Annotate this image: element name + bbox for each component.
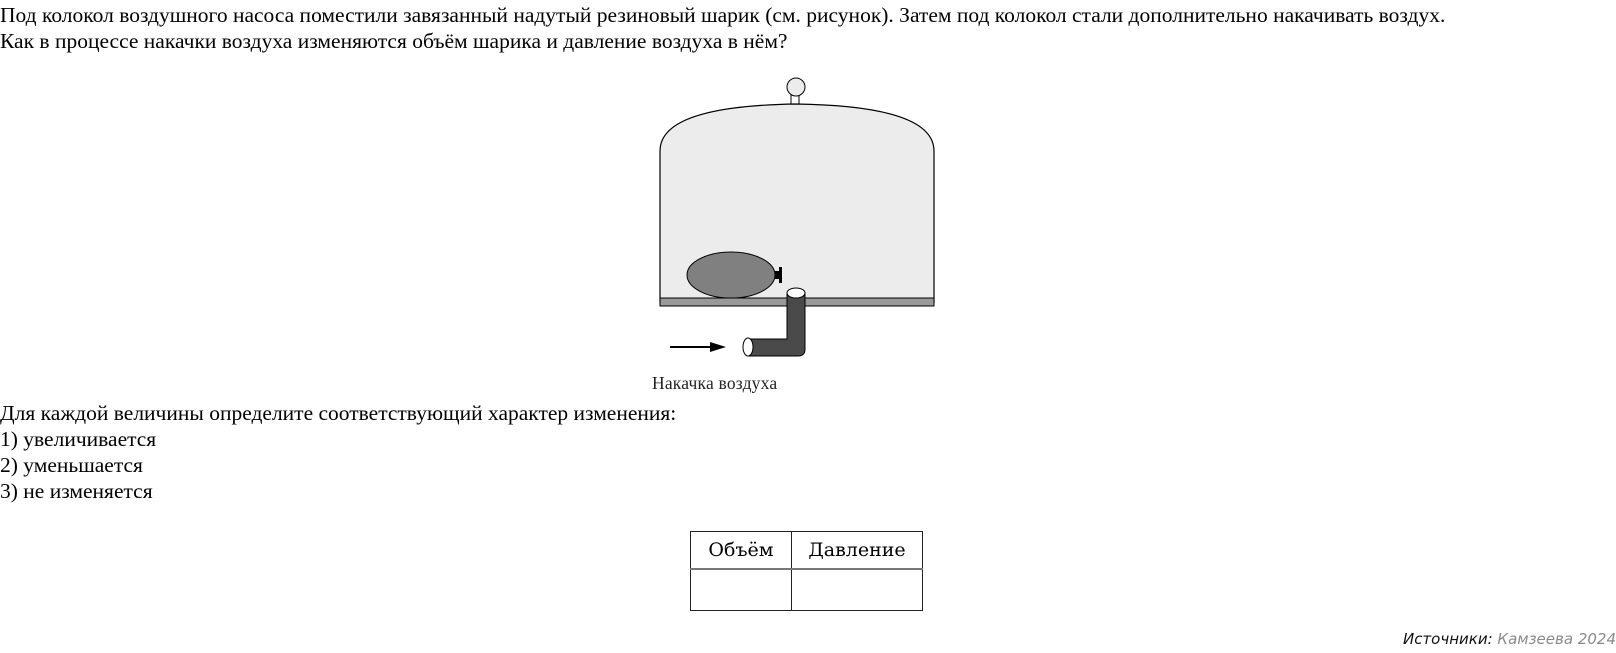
answer-header-volume: Объём (691, 532, 792, 570)
options-list (0, 426, 156, 504)
answer-table (690, 531, 923, 611)
question-line-1: Под колокол воздушного насоса поместили завязанный надутый резиновый шарик (см. рисунок). Затем под колокол стали дополнительно накачивать воздух. (0, 3, 1446, 27)
instructions-text: Для каждой величины определите соответствующий характер изменения: (0, 401, 677, 425)
figure-caption: Накачка воздуха (652, 373, 778, 393)
arrow-right-icon (670, 342, 726, 352)
source-label: Источники: (1402, 630, 1493, 648)
source-attribution (1403, 630, 1616, 648)
question-text (0, 2, 1445, 54)
bell-knob-icon (787, 78, 805, 104)
answer-header-pressure: Давление (792, 532, 923, 570)
answer-cell-pressure[interactable] (792, 569, 923, 611)
question-line-2: Как в процессе накачки воздуха изменяются объём шарика и давление воздуха в нём? (0, 29, 788, 53)
source-value: Камзеева 2024 (1497, 630, 1616, 648)
air-pump-bell-figure (640, 74, 960, 394)
option-item: 3) не изменяется (0, 479, 153, 503)
option-item: 1) увеличивается (0, 427, 157, 451)
option-item: 2) уменьшается (0, 453, 143, 477)
answer-cell-volume[interactable] (691, 569, 792, 611)
